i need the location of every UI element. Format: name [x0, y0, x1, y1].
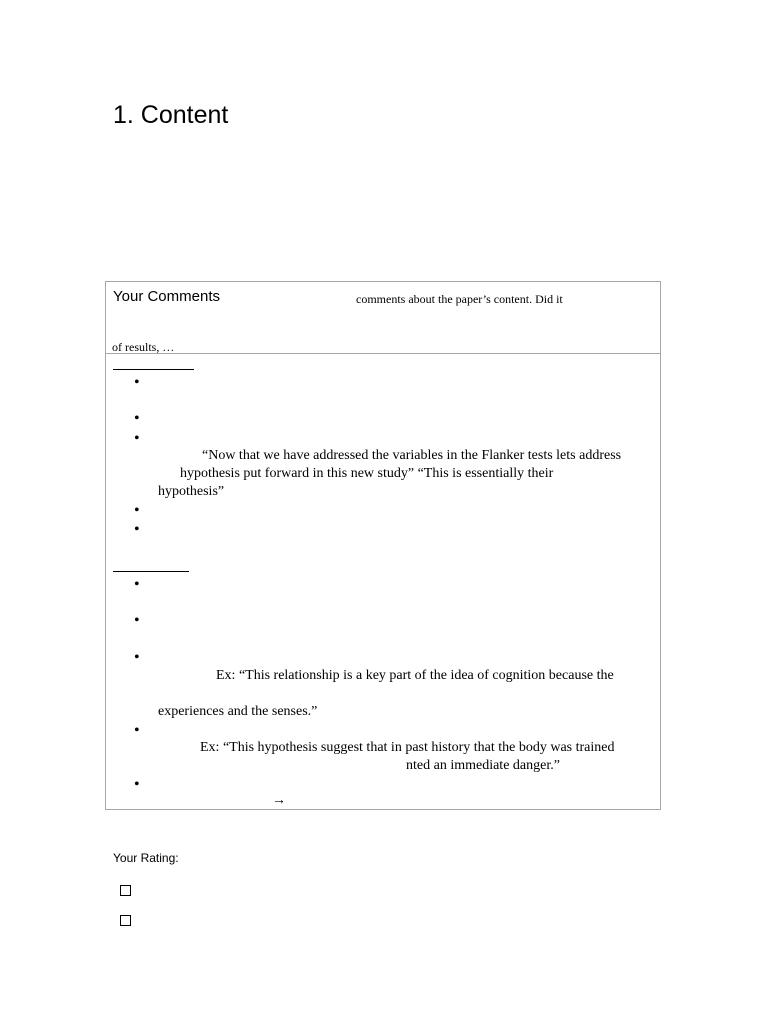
rating-checkbox-2[interactable]: [120, 915, 131, 926]
quote-line: hypothesis put forward in this new study” “This is essentially their: [180, 466, 554, 481]
comments-header-instructions-end: of results, …: [112, 340, 175, 354]
bullet: •: [134, 612, 140, 629]
bullet: •: [134, 776, 140, 793]
example-line: nted an immediate danger.”: [406, 758, 560, 773]
bullet: •: [134, 649, 140, 666]
bullet: •: [134, 521, 140, 538]
section-title: 1. Content: [113, 101, 229, 129]
rating-label: Your Rating:: [113, 851, 179, 865]
group-heading-underline: [113, 571, 189, 572]
example-line: Ex: “This hypothesis suggest that in past history that the body was trained: [200, 740, 615, 755]
example-line: experiences and the senses.”: [158, 704, 318, 719]
group-heading-underline: [113, 369, 194, 370]
comments-table: [105, 281, 661, 810]
bullet: •: [134, 410, 140, 427]
bullet: •: [134, 374, 140, 391]
bullet: •: [134, 502, 140, 519]
quote-line: hypothesis”: [158, 484, 225, 499]
comments-header-label: Your Comments: [113, 288, 220, 305]
bullet: •: [134, 576, 140, 593]
comments-header-instructions: comments about the paper’s content. Did it: [356, 292, 563, 306]
arrow-icon: →: [272, 791, 286, 807]
quote-line: “Now that we have addressed the variables in the Flanker tests lets address: [202, 448, 622, 463]
example-line: Ex: “This relationship is a key part of the idea of cognition because the: [216, 668, 614, 683]
rating-checkbox-1[interactable]: [120, 885, 131, 896]
bullet: •: [134, 430, 140, 447]
bullet: •: [134, 722, 140, 739]
table-divider: [106, 353, 660, 354]
